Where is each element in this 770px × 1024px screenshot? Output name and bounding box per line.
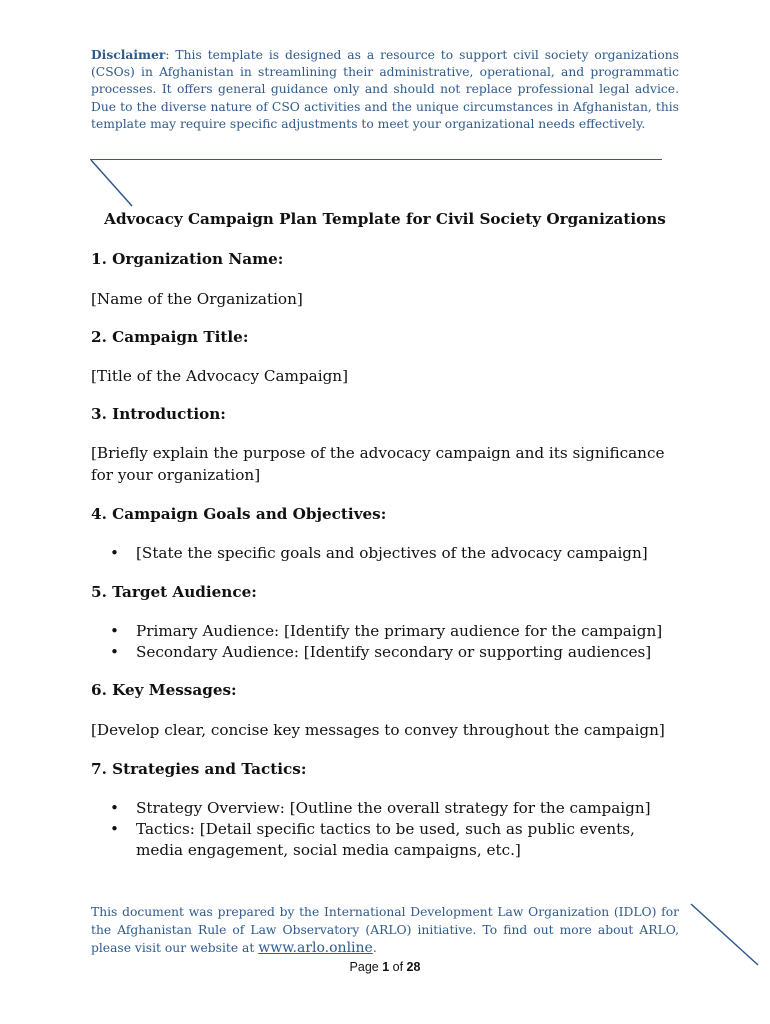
section-1-body: [Name of the Organization]	[91, 290, 303, 308]
bullet-icon: •	[110, 643, 119, 661]
section-1-heading: 1. Organization Name:	[91, 250, 284, 268]
footer-text: This document was prepared by the International Development Law Organization (IDLO) for the Afghanistan Rule of Law Observatory (ARLO) initiative. To find out more about ARLO, please visit our website at	[91, 905, 679, 955]
section-5-list	[110, 621, 680, 663]
bullet-icon: •	[110, 820, 119, 838]
list-item	[110, 798, 680, 819]
website-link[interactable]: www.arlo.online	[258, 940, 373, 956]
footer-diagonal-line	[690, 903, 760, 968]
page-prefix: Page	[349, 960, 383, 974]
list-item	[110, 621, 680, 642]
header-diagonal-line	[90, 159, 138, 209]
list-item-text: Tactics: [Detail specific tactics to be used, such as public events, media engagement, social media campaigns, etc.]	[136, 820, 635, 859]
header-rule	[90, 159, 662, 160]
disclaimer-text: : This template is designed as a resource to support civil society organizations (CSOs) in Afghanistan in streamlining their administrative, operational, and programmatic processes. It offers general guidance only and should not replace professional legal advice. Due to the diverse nature of CSO activities and the unique circumstances in Afghanistan, this template may require specific adjustments to meet your organizational needs effectively.	[91, 48, 679, 131]
section-6-body: [Develop clear, concise key messages to convey throughout the campaign]	[91, 721, 665, 739]
document-title: Advocacy Campaign Plan Template for Civil Society Organizations	[104, 210, 666, 228]
section-3-heading: 3. Introduction:	[91, 405, 226, 423]
section-6-heading: 6. Key Messages:	[91, 681, 237, 699]
section-3-body: [Briefly explain the purpose of the advocacy campaign and its significance for your organization]	[91, 444, 665, 484]
list-item	[110, 543, 680, 564]
page-of: of	[389, 960, 407, 974]
list-item-text: Strategy Overview: [Outline the overall strategy for the campaign]	[136, 799, 651, 817]
bullet-icon: •	[110, 544, 119, 562]
page-current: 1	[382, 960, 390, 974]
disclaimer-label: Disclaimer	[91, 47, 166, 62]
bullet-icon: •	[110, 799, 119, 817]
section-2-heading: 2. Campaign Title:	[91, 328, 249, 346]
disclaimer	[91, 46, 679, 133]
page-number	[0, 960, 770, 974]
footer-note	[91, 903, 679, 957]
page-total: 28	[406, 960, 421, 974]
section-5-heading: 5. Target Audience:	[91, 583, 257, 601]
section-4-list	[110, 543, 680, 564]
bullet-icon: •	[110, 622, 119, 640]
section-4-heading: 4. Campaign Goals and Objectives:	[91, 505, 387, 523]
section-2-body: [Title of the Advocacy Campaign]	[91, 367, 349, 385]
list-item-text: Secondary Audience: [Identify secondary or supporting audiences]	[136, 643, 652, 661]
section-7-heading: 7. Strategies and Tactics:	[91, 760, 307, 778]
list-item	[110, 642, 680, 663]
footer-end: .	[372, 941, 377, 955]
list-item-text: Primary Audience: [Identify the primary audience for the campaign]	[136, 622, 663, 640]
list-item-text: [State the specific goals and objectives of the advocacy campaign]	[136, 544, 648, 562]
list-item	[110, 819, 680, 861]
section-7-list	[110, 798, 680, 861]
